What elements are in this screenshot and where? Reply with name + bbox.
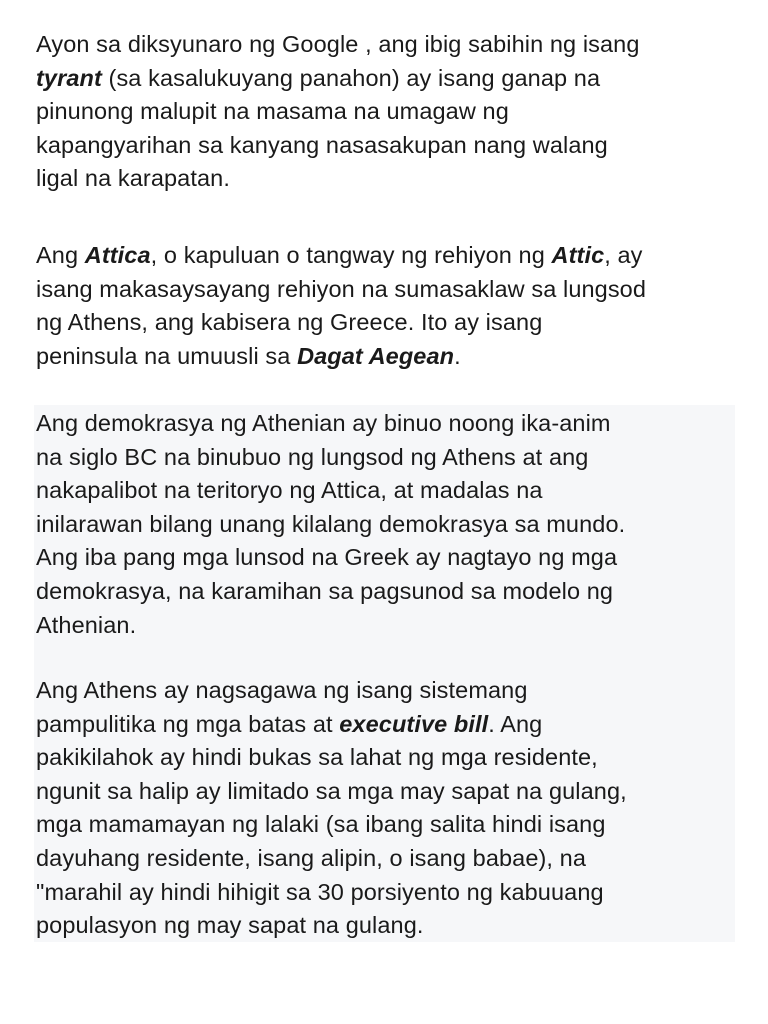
bold-term-tyrant: tyrant [36, 64, 102, 91]
text-line: ng Athens, ang kabisera ng Greece. Ito ay isang [36, 309, 543, 336]
text-line: pinunong malupit na masama na umagaw ng [36, 98, 509, 125]
bold-term-attica: Attica [84, 242, 151, 268]
text-run: . Ang [488, 710, 543, 737]
text-line: isang makasaysayang rehiyon na sumasaklaw sa lungsod [36, 275, 647, 302]
paragraph-athens-political-system [36, 674, 736, 943]
text-line: Ang demokrasya ng Athenian ay binuo noong ika-anim [36, 410, 611, 436]
text-run: . [454, 342, 461, 369]
bold-term-attic: Attic [551, 242, 605, 268]
text-line: dayuhang residente, isang alipin, o isang babae), na [36, 844, 587, 871]
text-line: ngunit sa halip ay limitado sa mga may sapat na gulang, [36, 777, 627, 804]
text-line: nakapalibot na teritoryo ng Attica, at madalas na [36, 477, 543, 504]
text-run: , o kapuluan o tangway ng rehiyon ng [150, 242, 552, 268]
text-line: na siglo BC na binubuo ng lungsod ng Athens at ang [36, 443, 589, 470]
text-line [36, 340, 736, 374]
text-line: Ang iba pang mga lunsod na Greek ay nagtayo ng mga [36, 544, 618, 571]
bold-term-dagat-aegean: Dagat Aegean [297, 342, 455, 369]
bold-term-executive-bill: executive bill [339, 710, 489, 737]
text-line: Ang Athens ay nagsagawa ng isang sistemang [36, 677, 528, 703]
text-line: populasyon ng may sapat na gulang. [36, 912, 424, 939]
paragraph-athenian-democracy [36, 407, 736, 642]
text-line: demokrasya, na karamihan sa pagsunod sa modelo ng [36, 577, 614, 604]
paragraph-attica [36, 239, 736, 373]
text-run: pampulitika ng mga batas at [36, 710, 340, 737]
text-line [36, 62, 736, 96]
text-line: ligal na karapatan. [36, 165, 230, 192]
text-run: (sa kasalukuyang panahon) ay isang ganap na [101, 64, 601, 91]
text-run: , ay [604, 242, 643, 268]
text-run: Ang [36, 242, 85, 268]
text-line [36, 708, 736, 742]
text-line: "marahil ay hindi hihigit sa 30 porsiyento ng kabuuang [36, 878, 604, 905]
text-run: peninsula na umuusli sa [36, 342, 298, 369]
text-line [36, 239, 736, 273]
text-line: mga mamamayan ng lalaki (sa ibang salita hindi isang [36, 811, 606, 838]
text-line: kapangyarihan sa kanyang nasasakupan nang walang [36, 131, 608, 158]
text-line: pakikilahok ay hindi bukas sa lahat ng mga residente, [36, 744, 598, 771]
text-line: Athenian. [36, 611, 137, 638]
paragraph-tyrant-definition [36, 28, 736, 196]
text-line: Ayon sa diksyunaro ng Google , ang ibig sabihin ng isang [36, 31, 640, 57]
text-line: inilarawan bilang unang kilalang demokrasya sa mundo. [36, 510, 626, 537]
